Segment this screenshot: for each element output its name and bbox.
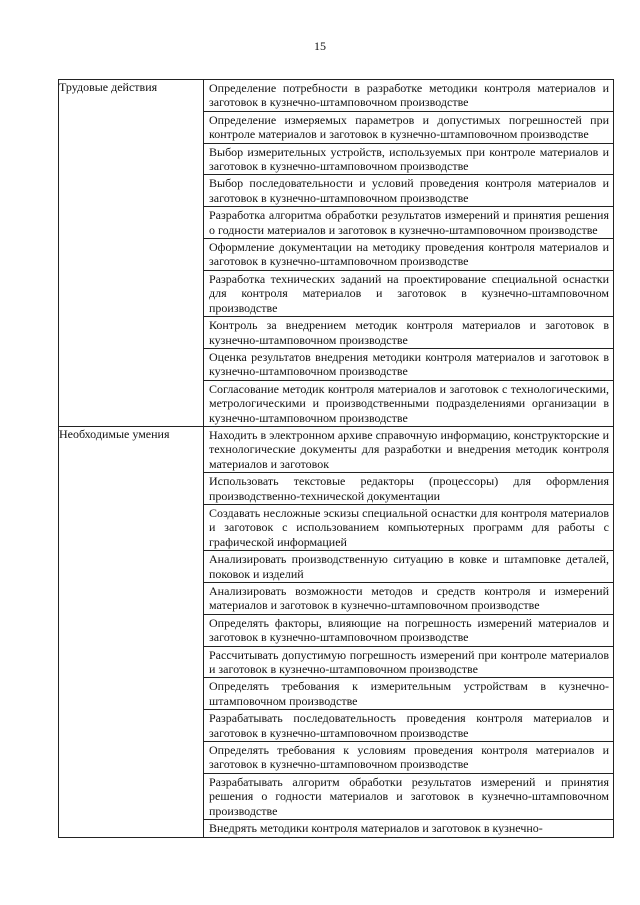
list-item: Оформление документации на методику проведения контроля материалов и заготовок в кузнечно-штамповочном производстве — [204, 239, 613, 271]
list-item: Находить в электронном архиве справочную информацию, конструкторские и технологические документы для разработки и внедрения методик контроля материалов и заготовок — [204, 427, 613, 473]
list-item: Разработка технических заданий на проектирование специальной оснастки для контроля материалов и заготовок в кузнечно-штамповочном производстве — [204, 271, 613, 317]
list-item: Определение потребности в разработке методики контроля материалов и заготовок в кузнечно-штамповочном производстве — [204, 80, 613, 112]
section-label: Необходимые умения — [59, 426, 204, 837]
list-item: Определять факторы, влияющие на погрешность измерений материалов и заготовок в кузнечно-штамповочном производстве — [204, 615, 613, 647]
page-number: 15 — [314, 39, 326, 53]
list-item: Создавать несложные эскизы специальной оснастки для контроля материалов и заготовок с использованием компьютерных программ для работы с графической информацией — [204, 505, 613, 551]
section-row-required-skills — [59, 426, 614, 837]
list-item: Анализировать производственную ситуацию в ковке и штамповке деталей, поковок и изделий — [204, 551, 613, 583]
list-item: Определение измеряемых параметров и допустимых погрешностей при контроле материалов и заготовок в кузнечно-штамповочном производстве — [204, 112, 613, 144]
list-item: Разрабатывать алгоритм обработки результатов измерений и принятия решения о годности материалов и заготовок в кузнечно-штамповочном производстве — [204, 774, 613, 820]
section-label: Трудовые действия — [59, 80, 204, 427]
section-row-labor-actions — [59, 80, 614, 427]
list-item: Разрабатывать последовательность проведения контроля материалов и заготовок в кузнечно-штамповочном производстве — [204, 710, 613, 742]
list-item: Оценка результатов внедрения методики контроля материалов и заготовок в кузнечно-штамповочном производстве — [204, 349, 613, 381]
list-item: Контроль за внедрением методик контроля материалов и заготовок в кузнечно-штамповочном производстве — [204, 317, 613, 349]
list-item: Рассчитывать допустимую погрешность измерений при контроле материалов и заготовок в кузнечно-штамповочном производстве — [204, 647, 613, 679]
list-item: Внедрять методики контроля материалов и заготовок в кузнечно- — [209, 821, 543, 836]
list-item: Анализировать возможности методов и средств контроля и измерений материалов и заготовок в кузнечно-штамповочном производстве — [204, 583, 613, 615]
list-item: Использовать текстовые редакторы (процессоры) для оформления производственно-технической документации — [204, 473, 613, 505]
section-items — [204, 426, 614, 837]
section-items — [204, 80, 614, 427]
list-item: Разработка алгоритма обработки результатов измерений и принятия решения о годности материалов и заготовок в кузнечно-штамповочном производстве — [204, 207, 613, 239]
list-item: Определять требования к измерительным устройствам в кузнечно-штамповочном производстве — [204, 678, 613, 710]
list-item: Выбор последовательности и условий проведения контроля материалов и заготовок в кузнечно-штамповочном производстве — [204, 175, 613, 207]
list-item: Согласование методик контроля материалов и заготовок с технологическими, метрологическими и производственными подразделениями организации в кузнечно-штамповочном производстве — [209, 381, 609, 425]
list-item: Выбор измерительных устройств, используемых при контроле материалов и заготовок в кузнечно-штамповочном производстве — [204, 144, 613, 176]
list-item: Определять требования к условиям проведения контроля материалов и заготовок в кузнечно-штамповочном производстве — [204, 742, 613, 774]
requirements-table — [58, 79, 614, 838]
